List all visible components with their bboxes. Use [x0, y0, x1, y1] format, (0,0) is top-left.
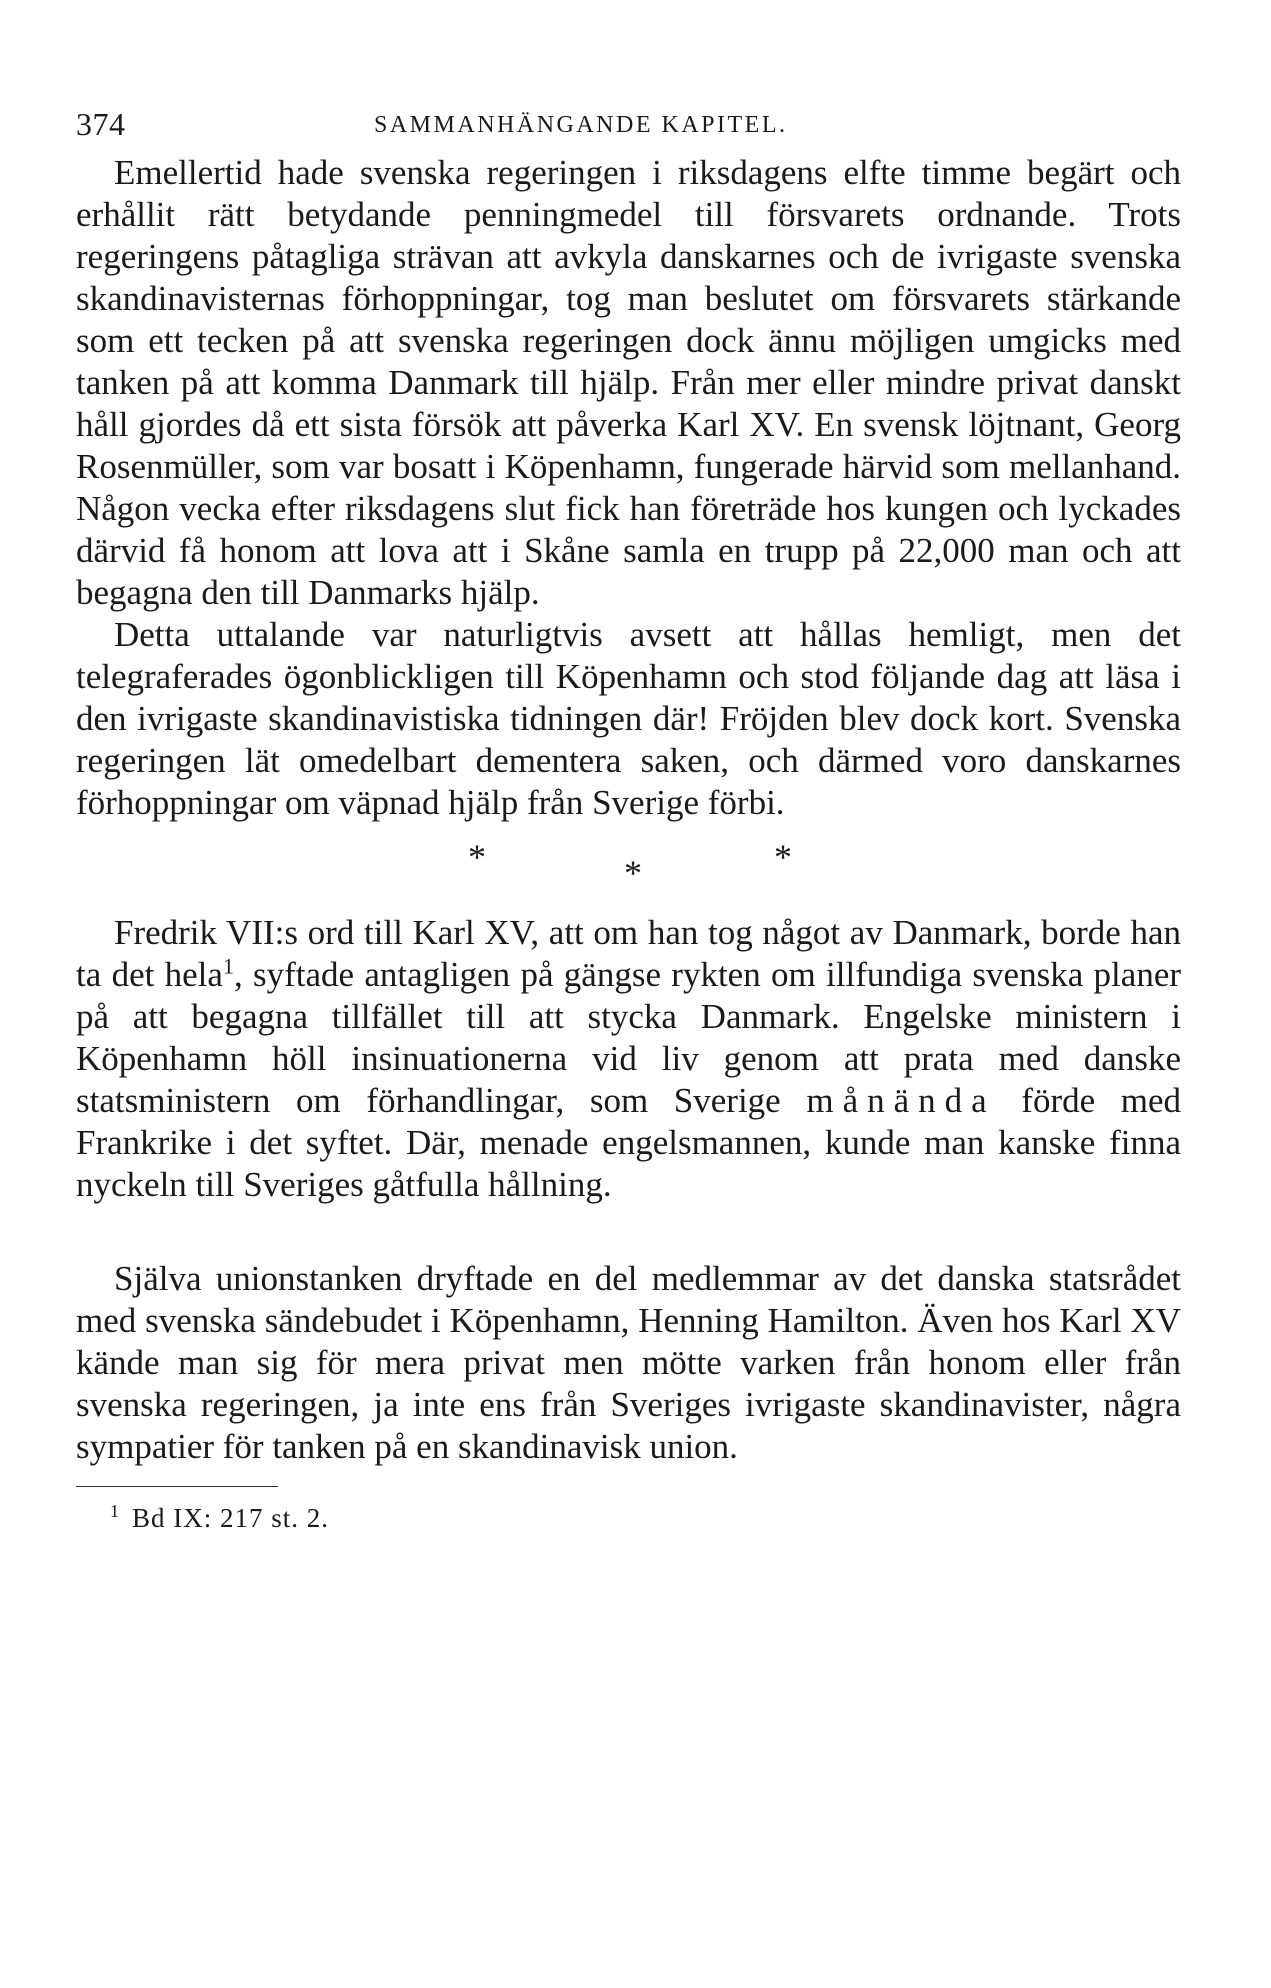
running-head: [76, 92, 1181, 152]
paragraph-gap: [76, 1206, 1181, 1258]
section-break-asterism: [76, 834, 1181, 898]
asterism-star: *: [468, 837, 486, 877]
page-number: 374: [76, 106, 126, 142]
emphasized-spaced-word: månända: [806, 1081, 996, 1120]
footnote-reference: 1: [222, 953, 234, 979]
asterism-star: *: [624, 853, 642, 893]
paragraph-3-text-a: Fredrik VII:s ord till Karl XV, att om han tog något av Danmark, borde han ta det hela: [76, 913, 1181, 994]
paragraph-3-text-b: , syftade antagligen på gängse rykten om illfundiga svenska planer på att begagna tillfället till att stycka Danmark. Engelske ministern i Köpenhamn höll insinuationerna vid liv genom att prata med danske statsministern om förhandlingar, som Sverige: [76, 955, 1182, 1120]
paragraph-3: [76, 912, 1181, 1206]
running-title: SAMMANHÄNGANDE KAPITEL.: [374, 112, 788, 138]
paragraph-1: Emellertid hade svenska regeringen i riksdagens elfte timme begärt och erhållit rätt betydande penningmedel till försvarets ordnande. Trots regeringens påtagliga strävan att avkyla danskarnes och de ivrigaste svenska skandinavisternas förhoppningar, tog man beslutet om försvarets stärkande som ett tecken på att svenska regeringen dock ännu möjligen umgicks med tanken på att komma Danmark till hjälp. Från mer eller mindre privat danskt håll gjordes då ett sista försök att påverka Karl XV. En svensk löjtnant, Georg Rosenmüller, som var bosatt i Köpenhamn, fungerade härvid som mellanhand. Någon vecka efter riksdagens slut fick han företräde hos kungen och lyckades därvid få honom att lova att i Skåne samla en trupp på 22,000 man och att begagna den till Danmarks hjälp.: [76, 153, 1181, 612]
footnote-rule: [76, 1486, 278, 1487]
footnote-text: Bd IX: 217 st. 2.: [132, 1503, 330, 1533]
book-page: [76, 92, 1181, 1535]
asterism-star: *: [774, 837, 792, 877]
footnote-mark: 1: [110, 1501, 120, 1521]
paragraph-3-text-c: förde med Frankrike i det syftet. Där, menade engelsmannen, kunde man kanske finna nyckeln till Sveriges gåtfulla hållning.: [76, 1081, 1182, 1204]
footnote: [76, 1501, 1181, 1535]
paragraph-2: Detta uttalande var naturligtvis avsett att hållas hemligt, men det telegraferades ögonblickligen till Köpenhamn och stod följande dag att läsa i den ivrigaste skandinavistiska tidningen där! Fröjden blev dock kort. Svenska regeringen lät omedelbart dementera saken, och därmed voro danskarnes förhoppningar om väpnad hjälp från Sverige förbi.: [76, 615, 1181, 822]
paragraph-4: Själva unionstanken dryftade en del medlemmar av det danska statsrådet med svenska sändebudet i Köpenhamn, Henning Hamilton. Även hos Karl XV kände man sig för mera privat men mötte varken från honom eller från svenska regeringen, ja inte ens från Sveriges ivrigaste skandinavister, några sympatier för tanken på en skandinavisk union.: [76, 1259, 1181, 1466]
